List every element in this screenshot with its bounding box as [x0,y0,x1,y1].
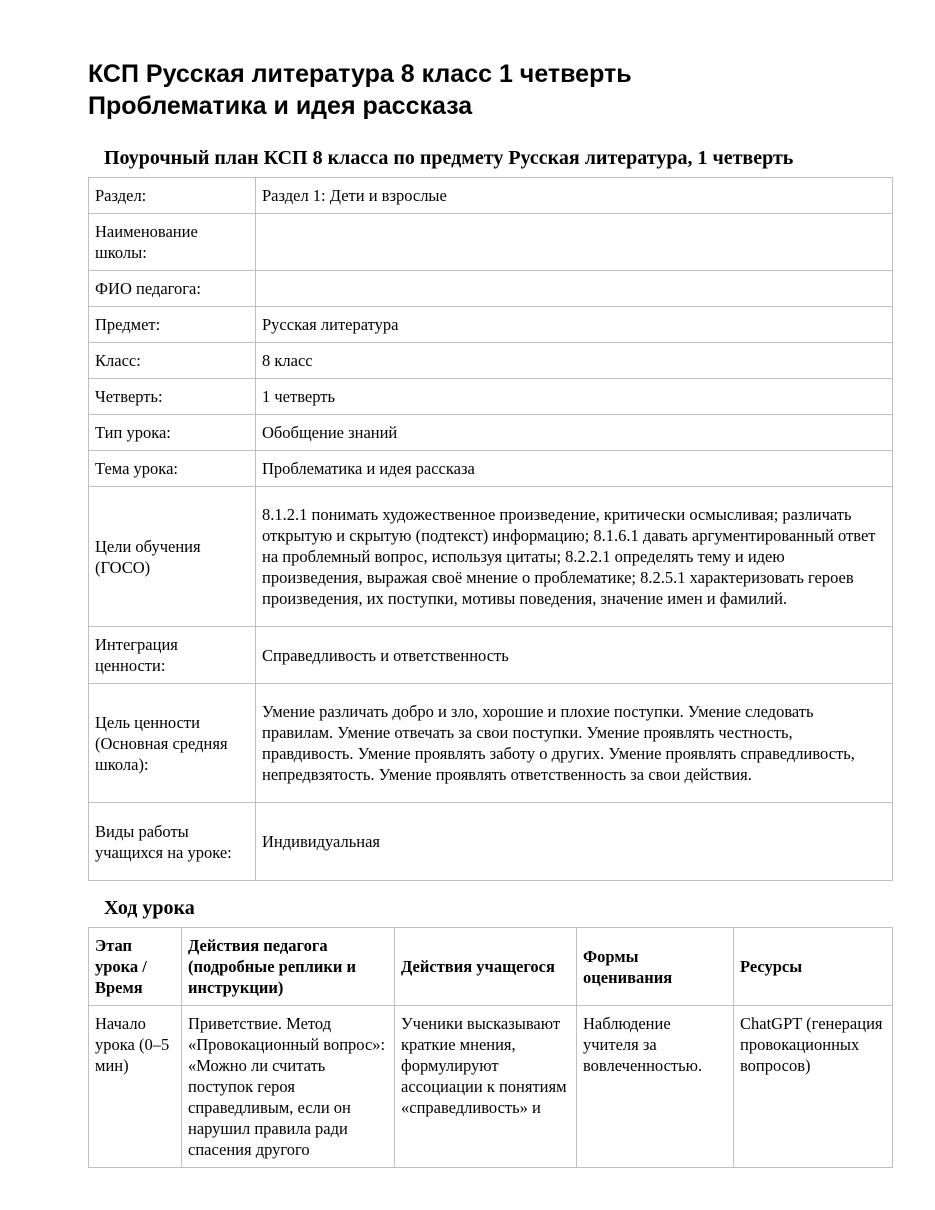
table-row [89,307,893,343]
row-value [256,214,893,271]
title-line-1: КСП Русская литература 8 класс 1 четверть [88,60,632,88]
title-line-2: Проблематика и идея рассказа [88,92,473,120]
document-title [88,58,893,122]
table-row [89,415,893,451]
row-value: 1 четверть [256,379,893,415]
table-row [89,627,893,684]
column-header: Действия учащегося [395,928,577,1006]
row-value: Умение различать добро и зло, хорошие и плохие поступки. Умение следовать правилам. Умение отвечать за свои поступки. Умение проявлять честность, правдивость. Умение проявлять заботу о других. Умение проявлять справедливость, непредвзятость. Умение проявлять ответственность за свои действия. [256,684,893,803]
table-row [89,803,893,881]
row-label: Виды работы учащихся на уроке: [89,803,256,881]
row-label: ФИО педагога: [89,271,256,307]
row-label: Класс: [89,343,256,379]
table-row [89,451,893,487]
table-row [89,343,893,379]
row-value: Справедливость и ответственность [256,627,893,684]
row-value: Индивидуальная [256,803,893,881]
table-row [89,684,893,803]
row-label: Четверть: [89,379,256,415]
table-row [89,1006,893,1168]
row-label: Раздел: [89,178,256,214]
row-value: 8.1.2.1 понимать художественное произведение, критически осмысливая; различать открытую и скрытую (подтекст) информацию; 8.1.6.1 давать аргументированный ответ на проблемный вопрос, используя цитаты; 8.2.2.1 определять тему и идею произведения, выражая своё мнение о проблематике; 8.2.5.1 характеризовать героев произведения, их поступки, мотивы поведения, значение имен и фамилий. [256,487,893,627]
row-label: Наименование школы: [89,214,256,271]
table-row [89,271,893,307]
document-page [88,58,893,1168]
table-row [89,178,893,214]
row-value: Раздел 1: Дети и взрослые [256,178,893,214]
table-cell: ChatGPT (генерация провокационных вопросов) [734,1006,893,1168]
plan-heading: Поурочный план КСП 8 класса по предмету Русская литература, 1 четверть [104,147,794,169]
table-row [89,214,893,271]
lesson-flow-table [88,927,893,1168]
row-label: Цель ценности (Основная средняя школа): [89,684,256,803]
column-header: Действия педагога (подробные реплики и инструкции) [182,928,395,1006]
column-header: Ресурсы [734,928,893,1006]
row-label: Тема урока: [89,451,256,487]
row-label: Тип урока: [89,415,256,451]
row-value: Проблематика и идея рассказа [256,451,893,487]
column-header: Формы оценивания [577,928,734,1006]
row-label: Цели обучения (ГОСО) [89,487,256,627]
row-value: Русская литература [256,307,893,343]
table-cell: Ученики высказывают краткие мнения, формулируют ассоциации к понятиям «справедливость» и [395,1006,577,1168]
row-value [256,271,893,307]
table-row [89,487,893,627]
table-cell: Приветствие. Метод «Провокационный вопрос»: «Можно ли считать поступок героя справедливым, если он нарушил правила ради спасения другого [182,1006,395,1168]
table-header-row [89,928,893,1006]
row-label: Интеграция ценности: [89,627,256,684]
table-cell: Начало урока (0–5 мин) [89,1006,182,1168]
table-row [89,379,893,415]
lesson-plan-table [88,177,893,881]
row-label: Предмет: [89,307,256,343]
flow-heading: Ход урока [104,897,195,919]
row-value: Обобщение знаний [256,415,893,451]
row-value: 8 класс [256,343,893,379]
table-cell: Наблюдение учителя за вовлеченностью. [577,1006,734,1168]
column-header: Этап урока / Время [89,928,182,1006]
